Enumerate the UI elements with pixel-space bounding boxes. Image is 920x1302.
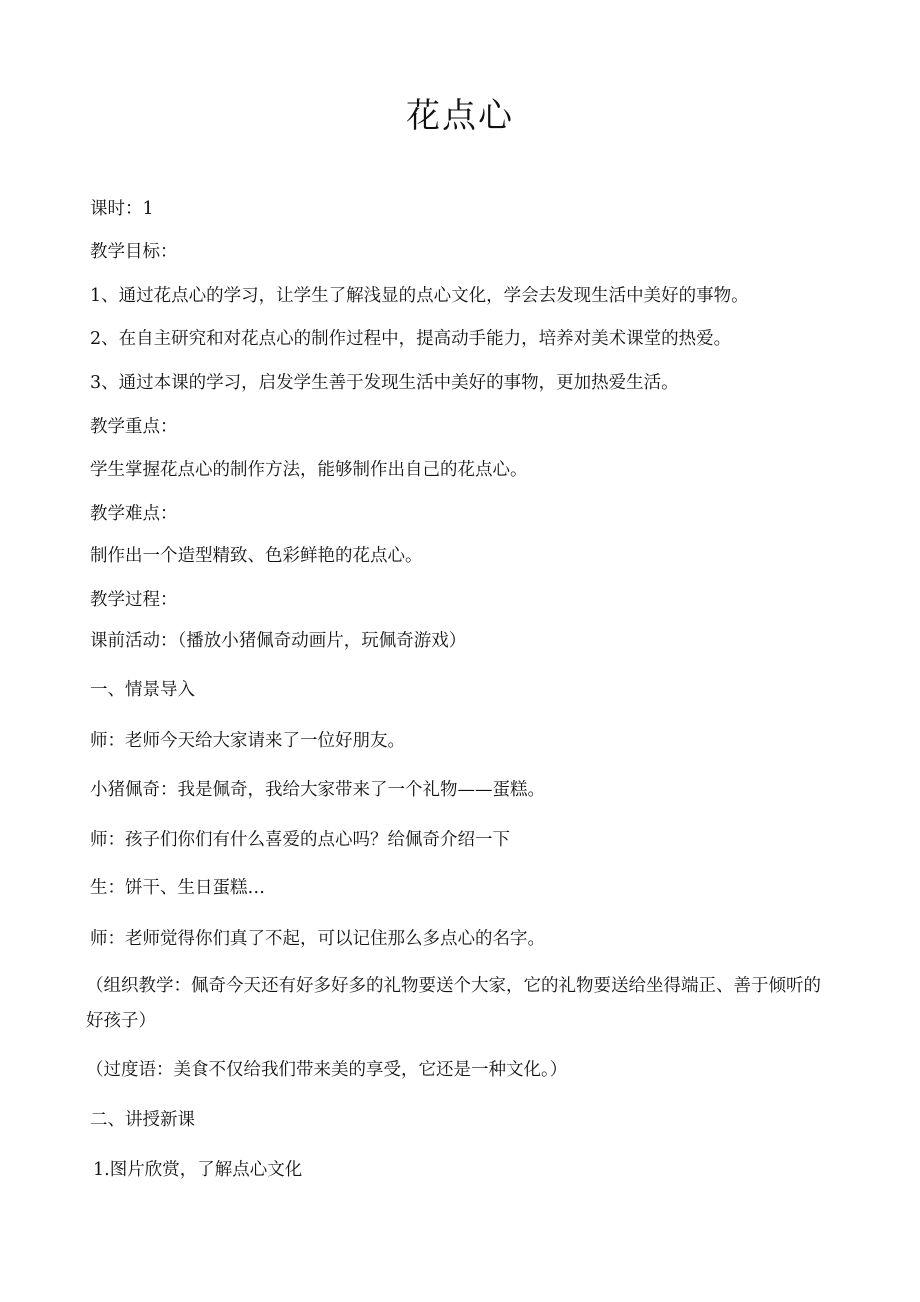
difficulty-heading: 教学难点： bbox=[90, 504, 178, 524]
objective-2: 2、在自主研究和对花点心的制作过程中，提高动手能力，培养对美术课堂的热爱。 bbox=[90, 329, 732, 349]
objective-1: 1、通过花点心的学习，让学生了解浅显的点心文化，学会去发现生活中美好的事物。 bbox=[90, 286, 749, 306]
document-title: 花点心 bbox=[406, 96, 514, 136]
dialogue-line-4: 生：饼干、生日蛋糕… bbox=[90, 878, 265, 898]
section-1-heading: 一、情景导入 bbox=[90, 680, 195, 700]
pre-class-activity: 课前活动：（播放小猪佩奇动画片，玩佩奇游戏） bbox=[90, 631, 467, 651]
dialogue-line-1: 师：老师今天给大家请来了一位好朋友。 bbox=[90, 731, 405, 751]
process-heading: 教学过程： bbox=[90, 590, 178, 610]
transition-note: （过度语：美食不仅给我们带来美的享受，它还是一种文化。） bbox=[86, 1060, 568, 1080]
key-points-text: 学生掌握花点心的制作方法，能够制作出自己的花点心。 bbox=[90, 460, 528, 480]
difficulty-text: 制作出一个造型精致、色彩鲜艳的花点心。 bbox=[90, 546, 423, 566]
section-2-heading: 二、讲授新课 bbox=[90, 1110, 195, 1130]
objectives-heading: 教学目标： bbox=[90, 242, 178, 262]
objective-3: 3、通过本课的学习，启发学生善于发现生活中美好的事物，更加热爱生活。 bbox=[90, 373, 679, 393]
dialogue-line-5: 师：老师觉得你们真了不起，可以记住那么多点心的名字。 bbox=[90, 929, 545, 949]
subsection-1-heading: 1.图片欣赏，了解点心文化 bbox=[93, 1160, 303, 1180]
key-points-heading: 教学重点： bbox=[90, 417, 178, 437]
class-hours-line: 课时：1 bbox=[90, 199, 154, 219]
dialogue-line-3: 师：孩子们你们有什么喜爱的点心吗？给佩奇介绍一下 bbox=[90, 830, 510, 850]
organize-teaching-note: （组织教学：佩奇今天还有好多好多的礼物要送个大家，它的礼物要送给坐得端正、善于倾听的好孩子） bbox=[86, 976, 821, 1031]
dialogue-line-2: 小猪佩奇：我是佩奇，我给大家带来了一个礼物——蛋糕。 bbox=[90, 780, 545, 800]
